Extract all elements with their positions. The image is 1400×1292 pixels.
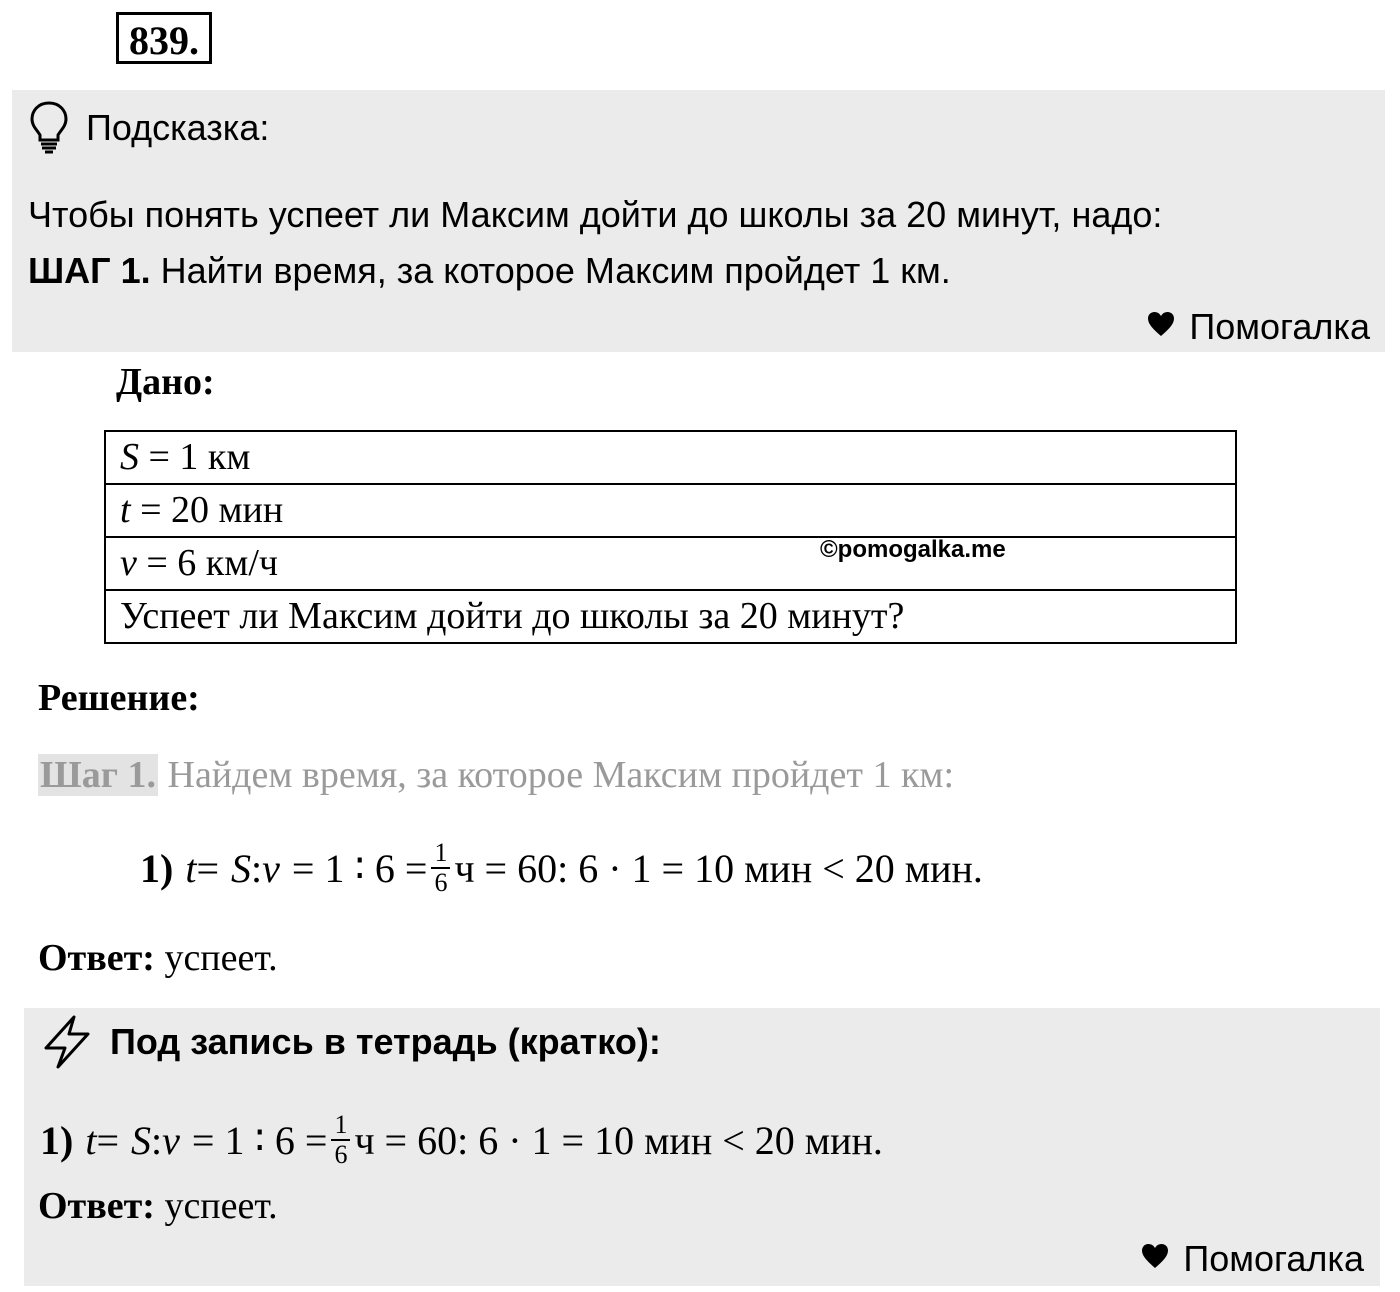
formula-var-t: t [185, 845, 197, 891]
solution-label: Решение: [38, 677, 200, 719]
fraction-denominator: 6 [434, 868, 448, 897]
hint-title: Подсказка: [86, 107, 270, 148]
lightbulb-icon [28, 100, 70, 154]
given-cell [105, 484, 1236, 537]
formula-var-v: v [262, 845, 280, 891]
notebook-title: Под запись в тетрадь (кратко): [110, 1021, 661, 1062]
given-var: v [120, 542, 137, 584]
formula-colon: : [151, 1117, 163, 1163]
formula-number: 1) [40, 1117, 74, 1163]
heart-icon [1141, 1243, 1169, 1269]
problem-number: 839. [116, 12, 212, 64]
solution-step-line [38, 748, 954, 802]
formula-eq: = [196, 845, 220, 891]
answer-line [38, 934, 278, 982]
solution-formula [140, 826, 983, 910]
fraction-numerator: 1 [431, 839, 450, 869]
notebook-formula [40, 1098, 883, 1182]
formula-var-t: t [85, 1117, 97, 1163]
given-row [105, 431, 1236, 484]
formula-fraction [431, 839, 450, 897]
answer-label: Ответ: [38, 1185, 155, 1227]
formula-var-s: S [131, 1117, 152, 1163]
formula-colon: : [251, 845, 263, 891]
given-row [105, 484, 1236, 537]
brand-label-top [1147, 304, 1370, 350]
given-value: = 6 км/ч [136, 542, 278, 584]
hint-step-label: ШАГ 1. [28, 250, 151, 291]
answer-label: Ответ: [38, 937, 155, 979]
fraction-numerator: 1 [331, 1111, 350, 1141]
hint-step-text: Найти время, за которое Максим пройдет 1 км. [150, 250, 951, 291]
step-text: Найдем время, за которое Максим пройдет 1 км: [158, 754, 955, 796]
fraction-denominator: 6 [334, 1140, 348, 1169]
given-row [105, 590, 1236, 643]
given-cell [105, 590, 1236, 643]
brand-text: Помогалка [1189, 306, 1370, 347]
given-value: = 1 км [139, 436, 251, 478]
hint-intro-text: Чтобы понять успеет ли Максим дойти до школы за 20 минут, надо: [28, 194, 1163, 235]
heart-icon [1147, 311, 1175, 337]
answer-text: успеет. [154, 1185, 278, 1227]
brand-label-bottom [1141, 1236, 1364, 1282]
formula-number: 1) [140, 845, 174, 891]
lightning-icon [40, 1014, 94, 1070]
formula-var-v: v [162, 1117, 180, 1163]
formula-fraction [331, 1111, 350, 1169]
given-question: Успеет ли Максим дойти до школы за 20 минут? [120, 595, 905, 637]
formula-part3: ч = 60: 6 · 1 = 10 мин < 20 мин. [354, 1117, 883, 1163]
given-cell [105, 537, 1236, 590]
given-table [104, 430, 1237, 644]
given-var: t [120, 489, 131, 531]
brand-text: Помогалка [1183, 1238, 1364, 1279]
step-badge: Шаг 1. [40, 754, 156, 796]
formula-part2: = 1 ∶ 6 = [291, 845, 428, 891]
hint-step-line [28, 246, 951, 296]
given-row [105, 537, 1236, 590]
answer-text: успеет. [154, 937, 278, 979]
formula-part2: = 1 ∶ 6 = [191, 1117, 328, 1163]
formula-part3: ч = 60: 6 · 1 = 10 мин < 20 мин. [454, 845, 983, 891]
formula-eq: = [96, 1117, 120, 1163]
watermark: ©pomogalka.me [820, 536, 1006, 563]
given-value: = 20 мин [130, 489, 284, 531]
given-cell [105, 431, 1236, 484]
given-var: S [120, 436, 139, 478]
given-label: Дано: [116, 361, 215, 403]
formula-var-s: S [231, 845, 252, 891]
notebook-answer-line [38, 1182, 278, 1230]
